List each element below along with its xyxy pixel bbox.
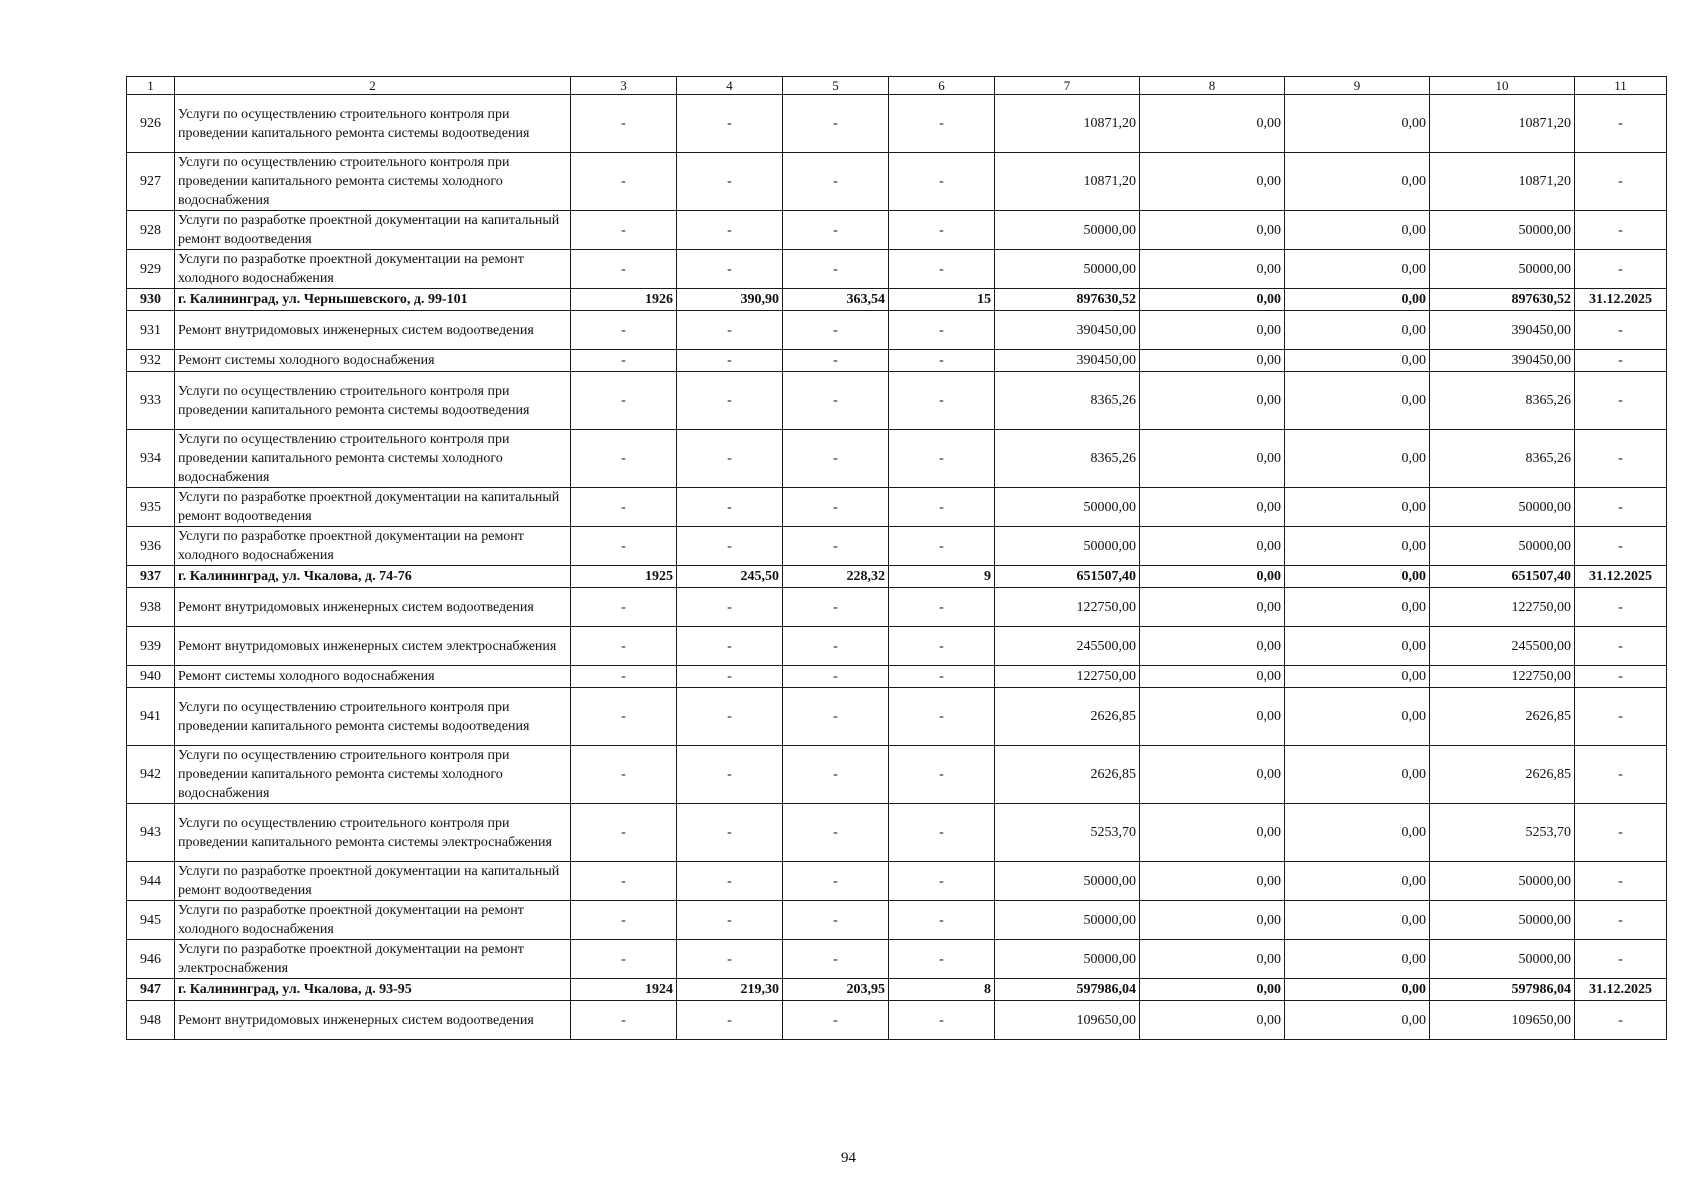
- regional-funds-cell: 0,00: [1285, 901, 1430, 940]
- work-row: [127, 588, 1667, 627]
- total-cost-cell: 390450,00: [995, 350, 1140, 372]
- total-cost-cell: 50000,00: [995, 527, 1140, 566]
- federal-funds-cell: 0,00: [1140, 289, 1285, 311]
- total-cost-cell: 2626,85: [995, 746, 1140, 804]
- year-cell: -: [571, 688, 677, 746]
- deadline-cell: -: [1575, 372, 1667, 430]
- work-row: [127, 250, 1667, 289]
- work-row: [127, 862, 1667, 901]
- year-cell: -: [571, 666, 677, 688]
- deadline-cell: -: [1575, 153, 1667, 211]
- year-cell: -: [571, 746, 677, 804]
- total-area-cell: -: [677, 627, 783, 666]
- deadline-cell: -: [1575, 688, 1667, 746]
- deadline-cell: -: [1575, 430, 1667, 488]
- regional-funds-cell: 0,00: [1285, 311, 1430, 350]
- work-row: [127, 430, 1667, 488]
- deadline-cell: -: [1575, 250, 1667, 289]
- row-number-cell: 927: [127, 153, 175, 211]
- regional-funds-cell: 0,00: [1285, 804, 1430, 862]
- regional-funds-cell: 0,00: [1285, 627, 1430, 666]
- total-cost-cell: 10871,20: [995, 95, 1140, 153]
- federal-funds-cell: 0,00: [1140, 1001, 1285, 1040]
- total-area-cell: 245,50: [677, 566, 783, 588]
- work-row: [127, 746, 1667, 804]
- deadline-cell: -: [1575, 940, 1667, 979]
- owners-funds-cell: 50000,00: [1430, 901, 1575, 940]
- total-area-cell: -: [677, 153, 783, 211]
- residents-cell: -: [889, 430, 995, 488]
- work-name-cell: Услуги по разработке проектной документации на ремонт холодного водоснабжения: [175, 901, 571, 940]
- residents-cell: -: [889, 1001, 995, 1040]
- work-row: [127, 940, 1667, 979]
- residents-cell: -: [889, 488, 995, 527]
- total-area-cell: -: [677, 1001, 783, 1040]
- residents-cell: -: [889, 746, 995, 804]
- residents-cell: 15: [889, 289, 995, 311]
- residents-cell: -: [889, 940, 995, 979]
- federal-funds-cell: 0,00: [1140, 746, 1285, 804]
- regional-funds-cell: 0,00: [1285, 979, 1430, 1001]
- total-area-cell: -: [677, 688, 783, 746]
- header-cell: 1: [127, 77, 175, 95]
- year-cell: -: [571, 250, 677, 289]
- year-cell: 1924: [571, 979, 677, 1001]
- owners-funds-cell: 10871,20: [1430, 95, 1575, 153]
- header-cell: 2: [175, 77, 571, 95]
- year-cell: -: [571, 862, 677, 901]
- work-row: [127, 688, 1667, 746]
- work-name-cell: Ремонт системы холодного водоснабжения: [175, 666, 571, 688]
- year-cell: 1926: [571, 289, 677, 311]
- work-name-cell: Услуги по осуществлению строительного контроля при проведении капитального ремонта системы водоотведения: [175, 95, 571, 153]
- year-cell: -: [571, 95, 677, 153]
- row-number-cell: 946: [127, 940, 175, 979]
- header-cell: 6: [889, 77, 995, 95]
- residents-cell: -: [889, 688, 995, 746]
- residents-cell: -: [889, 627, 995, 666]
- living-area-cell: -: [783, 862, 889, 901]
- living-area-cell: -: [783, 311, 889, 350]
- works-table: [126, 76, 1667, 1040]
- total-cost-cell: 10871,20: [995, 153, 1140, 211]
- total-area-cell: -: [677, 940, 783, 979]
- total-area-cell: -: [677, 901, 783, 940]
- residents-cell: -: [889, 350, 995, 372]
- work-row: [127, 804, 1667, 862]
- residents-cell: -: [889, 862, 995, 901]
- total-cost-cell: 245500,00: [995, 627, 1140, 666]
- work-name-cell: Услуги по разработке проектной документации на капитальный ремонт водоотведения: [175, 211, 571, 250]
- total-cost-cell: 109650,00: [995, 1001, 1140, 1040]
- deadline-cell: -: [1575, 350, 1667, 372]
- year-cell: -: [571, 153, 677, 211]
- total-area-cell: -: [677, 250, 783, 289]
- total-area-cell: -: [677, 430, 783, 488]
- total-area-cell: -: [677, 311, 783, 350]
- regional-funds-cell: 0,00: [1285, 688, 1430, 746]
- row-number-cell: 937: [127, 566, 175, 588]
- table-body: [127, 95, 1667, 1040]
- residents-cell: -: [889, 666, 995, 688]
- living-area-cell: -: [783, 211, 889, 250]
- living-area-cell: -: [783, 430, 889, 488]
- living-area-cell: -: [783, 527, 889, 566]
- residents-cell: -: [889, 211, 995, 250]
- owners-funds-cell: 8365,26: [1430, 430, 1575, 488]
- living-area-cell: -: [783, 666, 889, 688]
- federal-funds-cell: 0,00: [1140, 666, 1285, 688]
- federal-funds-cell: 0,00: [1140, 350, 1285, 372]
- living-area-cell: -: [783, 588, 889, 627]
- owners-funds-cell: 390450,00: [1430, 350, 1575, 372]
- work-row: [127, 95, 1667, 153]
- living-area-cell: -: [783, 627, 889, 666]
- row-number-cell: 934: [127, 430, 175, 488]
- year-cell: -: [571, 940, 677, 979]
- owners-funds-cell: 5253,70: [1430, 804, 1575, 862]
- row-number-cell: 943: [127, 804, 175, 862]
- total-cost-cell: 50000,00: [995, 250, 1140, 289]
- work-name-cell: Ремонт внутридомовых инженерных систем электроснабжения: [175, 627, 571, 666]
- federal-funds-cell: 0,00: [1140, 488, 1285, 527]
- row-number-cell: 926: [127, 95, 175, 153]
- residents-cell: -: [889, 527, 995, 566]
- work-name-cell: Услуги по разработке проектной документации на ремонт холодного водоснабжения: [175, 250, 571, 289]
- federal-funds-cell: 0,00: [1140, 311, 1285, 350]
- year-cell: -: [571, 311, 677, 350]
- residents-cell: -: [889, 153, 995, 211]
- deadline-cell: -: [1575, 666, 1667, 688]
- owners-funds-cell: 897630,52: [1430, 289, 1575, 311]
- deadline-cell: 31.12.2025: [1575, 979, 1667, 1001]
- address-row: [127, 289, 1667, 311]
- row-number-cell: 933: [127, 372, 175, 430]
- regional-funds-cell: 0,00: [1285, 666, 1430, 688]
- work-row: [127, 527, 1667, 566]
- residents-cell: -: [889, 901, 995, 940]
- work-name-cell: Услуги по разработке проектной документации на ремонт холодного водоснабжения: [175, 527, 571, 566]
- living-area-cell: -: [783, 804, 889, 862]
- row-number-cell: 945: [127, 901, 175, 940]
- row-number-cell: 928: [127, 211, 175, 250]
- federal-funds-cell: 0,00: [1140, 527, 1285, 566]
- total-area-cell: -: [677, 666, 783, 688]
- total-area-cell: 390,90: [677, 289, 783, 311]
- total-area-cell: -: [677, 804, 783, 862]
- living-area-cell: 203,95: [783, 979, 889, 1001]
- header-cell: 7: [995, 77, 1140, 95]
- total-cost-cell: 651507,40: [995, 566, 1140, 588]
- work-name-cell: Услуги по осуществлению строительного контроля при проведении капитального ремонта системы водоотведения: [175, 688, 571, 746]
- row-number-cell: 947: [127, 979, 175, 1001]
- living-area-cell: -: [783, 940, 889, 979]
- work-row: [127, 211, 1667, 250]
- regional-funds-cell: 0,00: [1285, 527, 1430, 566]
- row-number-cell: 929: [127, 250, 175, 289]
- header-cell: 5: [783, 77, 889, 95]
- residents-cell: 9: [889, 566, 995, 588]
- total-cost-cell: 390450,00: [995, 311, 1140, 350]
- work-row: [127, 311, 1667, 350]
- deadline-cell: 31.12.2025: [1575, 566, 1667, 588]
- year-cell: -: [571, 1001, 677, 1040]
- total-cost-cell: 50000,00: [995, 211, 1140, 250]
- federal-funds-cell: 0,00: [1140, 372, 1285, 430]
- owners-funds-cell: 109650,00: [1430, 1001, 1575, 1040]
- living-area-cell: -: [783, 688, 889, 746]
- total-area-cell: -: [677, 95, 783, 153]
- deadline-cell: -: [1575, 804, 1667, 862]
- regional-funds-cell: 0,00: [1285, 95, 1430, 153]
- work-row: [127, 488, 1667, 527]
- living-area-cell: -: [783, 250, 889, 289]
- work-name-cell: Услуги по осуществлению строительного контроля при проведении капитального ремонта системы холодного водоснабжения: [175, 746, 571, 804]
- work-name-cell: Услуги по осуществлению строительного контроля при проведении капитального ремонта системы электроснабжения: [175, 804, 571, 862]
- year-cell: -: [571, 527, 677, 566]
- owners-funds-cell: 122750,00: [1430, 588, 1575, 627]
- owners-funds-cell: 50000,00: [1430, 862, 1575, 901]
- work-row: [127, 1001, 1667, 1040]
- year-cell: -: [571, 901, 677, 940]
- deadline-cell: -: [1575, 211, 1667, 250]
- work-name-cell: Ремонт внутридомовых инженерных систем водоотведения: [175, 588, 571, 627]
- owners-funds-cell: 390450,00: [1430, 311, 1575, 350]
- table-header: [127, 77, 1667, 95]
- work-row: [127, 350, 1667, 372]
- deadline-cell: 31.12.2025: [1575, 289, 1667, 311]
- row-number-cell: 936: [127, 527, 175, 566]
- federal-funds-cell: 0,00: [1140, 588, 1285, 627]
- work-row: [127, 901, 1667, 940]
- header-cell: 8: [1140, 77, 1285, 95]
- regional-funds-cell: 0,00: [1285, 862, 1430, 901]
- living-area-cell: -: [783, 746, 889, 804]
- row-number-cell: 931: [127, 311, 175, 350]
- owners-funds-cell: 50000,00: [1430, 527, 1575, 566]
- total-cost-cell: 50000,00: [995, 901, 1140, 940]
- total-area-cell: -: [677, 862, 783, 901]
- federal-funds-cell: 0,00: [1140, 688, 1285, 746]
- year-cell: -: [571, 488, 677, 527]
- work-name-cell: г. Калининград, ул. Чкалова, д. 74-76: [175, 566, 571, 588]
- regional-funds-cell: 0,00: [1285, 372, 1430, 430]
- work-name-cell: Ремонт внутридомовых инженерных систем водоотведения: [175, 1001, 571, 1040]
- federal-funds-cell: 0,00: [1140, 95, 1285, 153]
- work-name-cell: Услуги по разработке проектной документации на капитальный ремонт водоотведения: [175, 862, 571, 901]
- deadline-cell: -: [1575, 488, 1667, 527]
- total-cost-cell: 50000,00: [995, 862, 1140, 901]
- deadline-cell: -: [1575, 1001, 1667, 1040]
- total-cost-cell: 8365,26: [995, 372, 1140, 430]
- total-area-cell: -: [677, 372, 783, 430]
- total-cost-cell: 5253,70: [995, 804, 1140, 862]
- regional-funds-cell: 0,00: [1285, 566, 1430, 588]
- owners-funds-cell: 50000,00: [1430, 250, 1575, 289]
- header-cell: 3: [571, 77, 677, 95]
- owners-funds-cell: 2626,85: [1430, 746, 1575, 804]
- work-row: [127, 372, 1667, 430]
- deadline-cell: -: [1575, 746, 1667, 804]
- total-cost-cell: 597986,04: [995, 979, 1140, 1001]
- header-cell: 11: [1575, 77, 1667, 95]
- living-area-cell: -: [783, 95, 889, 153]
- living-area-cell: -: [783, 1001, 889, 1040]
- residents-cell: -: [889, 250, 995, 289]
- work-name-cell: Услуги по разработке проектной документации на ремонт электроснабжения: [175, 940, 571, 979]
- federal-funds-cell: 0,00: [1140, 940, 1285, 979]
- total-cost-cell: 2626,85: [995, 688, 1140, 746]
- deadline-cell: -: [1575, 862, 1667, 901]
- federal-funds-cell: 0,00: [1140, 901, 1285, 940]
- total-area-cell: -: [677, 527, 783, 566]
- total-cost-cell: 50000,00: [995, 488, 1140, 527]
- living-area-cell: -: [783, 901, 889, 940]
- regional-funds-cell: 0,00: [1285, 430, 1430, 488]
- residents-cell: 8: [889, 979, 995, 1001]
- regional-funds-cell: 0,00: [1285, 350, 1430, 372]
- row-number-cell: 930: [127, 289, 175, 311]
- work-name-cell: Ремонт внутридомовых инженерных систем водоотведения: [175, 311, 571, 350]
- federal-funds-cell: 0,00: [1140, 979, 1285, 1001]
- work-name-cell: Услуги по осуществлению строительного контроля при проведении капитального ремонта системы холодного водоснабжения: [175, 430, 571, 488]
- federal-funds-cell: 0,00: [1140, 430, 1285, 488]
- owners-funds-cell: 50000,00: [1430, 940, 1575, 979]
- living-area-cell: -: [783, 372, 889, 430]
- owners-funds-cell: 50000,00: [1430, 488, 1575, 527]
- federal-funds-cell: 0,00: [1140, 153, 1285, 211]
- living-area-cell: -: [783, 153, 889, 211]
- regional-funds-cell: 0,00: [1285, 153, 1430, 211]
- owners-funds-cell: 122750,00: [1430, 666, 1575, 688]
- living-area-cell: -: [783, 488, 889, 527]
- owners-funds-cell: 651507,40: [1430, 566, 1575, 588]
- deadline-cell: -: [1575, 627, 1667, 666]
- year-cell: -: [571, 627, 677, 666]
- year-cell: 1925: [571, 566, 677, 588]
- total-area-cell: -: [677, 588, 783, 627]
- row-number-cell: 935: [127, 488, 175, 527]
- row-number-cell: 941: [127, 688, 175, 746]
- work-row: [127, 666, 1667, 688]
- deadline-cell: -: [1575, 527, 1667, 566]
- year-cell: -: [571, 588, 677, 627]
- year-cell: -: [571, 372, 677, 430]
- row-number-cell: 939: [127, 627, 175, 666]
- work-name-cell: г. Калининград, ул. Чернышевского, д. 99-101: [175, 289, 571, 311]
- year-cell: -: [571, 804, 677, 862]
- regional-funds-cell: 0,00: [1285, 746, 1430, 804]
- residents-cell: -: [889, 588, 995, 627]
- year-cell: -: [571, 211, 677, 250]
- residents-cell: -: [889, 804, 995, 862]
- living-area-cell: 228,32: [783, 566, 889, 588]
- federal-funds-cell: 0,00: [1140, 862, 1285, 901]
- federal-funds-cell: 0,00: [1140, 566, 1285, 588]
- work-name-cell: Услуги по осуществлению строительного контроля при проведении капитального ремонта системы холодного водоснабжения: [175, 153, 571, 211]
- work-row: [127, 153, 1667, 211]
- living-area-cell: 363,54: [783, 289, 889, 311]
- total-cost-cell: 8365,26: [995, 430, 1140, 488]
- regional-funds-cell: 0,00: [1285, 289, 1430, 311]
- row-number-cell: 942: [127, 746, 175, 804]
- year-cell: -: [571, 350, 677, 372]
- regional-funds-cell: 0,00: [1285, 488, 1430, 527]
- total-area-cell: 219,30: [677, 979, 783, 1001]
- owners-funds-cell: 245500,00: [1430, 627, 1575, 666]
- deadline-cell: -: [1575, 901, 1667, 940]
- address-row: [127, 566, 1667, 588]
- federal-funds-cell: 0,00: [1140, 804, 1285, 862]
- federal-funds-cell: 0,00: [1140, 211, 1285, 250]
- year-cell: -: [571, 430, 677, 488]
- work-name-cell: г. Калининград, ул. Чкалова, д. 93-95: [175, 979, 571, 1001]
- owners-funds-cell: 2626,85: [1430, 688, 1575, 746]
- regional-funds-cell: 0,00: [1285, 1001, 1430, 1040]
- header-cell: 9: [1285, 77, 1430, 95]
- work-name-cell: Услуги по разработке проектной документации на капитальный ремонт водоотведения: [175, 488, 571, 527]
- federal-funds-cell: 0,00: [1140, 627, 1285, 666]
- residents-cell: -: [889, 372, 995, 430]
- total-cost-cell: 122750,00: [995, 588, 1140, 627]
- row-number-cell: 940: [127, 666, 175, 688]
- row-number-cell: 932: [127, 350, 175, 372]
- work-name-cell: Услуги по осуществлению строительного контроля при проведении капитального ремонта системы водоотведения: [175, 372, 571, 430]
- header-cell: 10: [1430, 77, 1575, 95]
- regional-funds-cell: 0,00: [1285, 211, 1430, 250]
- deadline-cell: -: [1575, 95, 1667, 153]
- header-row: [127, 77, 1667, 95]
- row-number-cell: 944: [127, 862, 175, 901]
- owners-funds-cell: 10871,20: [1430, 153, 1575, 211]
- regional-funds-cell: 0,00: [1285, 940, 1430, 979]
- total-cost-cell: 897630,52: [995, 289, 1140, 311]
- regional-funds-cell: 0,00: [1285, 588, 1430, 627]
- total-area-cell: -: [677, 350, 783, 372]
- header-cell: 4: [677, 77, 783, 95]
- total-area-cell: -: [677, 746, 783, 804]
- total-cost-cell: 50000,00: [995, 940, 1140, 979]
- work-name-cell: Ремонт системы холодного водоснабжения: [175, 350, 571, 372]
- address-row: [127, 979, 1667, 1001]
- residents-cell: -: [889, 95, 995, 153]
- regional-funds-cell: 0,00: [1285, 250, 1430, 289]
- row-number-cell: 948: [127, 1001, 175, 1040]
- living-area-cell: -: [783, 350, 889, 372]
- total-cost-cell: 122750,00: [995, 666, 1140, 688]
- total-area-cell: -: [677, 488, 783, 527]
- page-number: 94: [841, 1150, 856, 1166]
- federal-funds-cell: 0,00: [1140, 250, 1285, 289]
- owners-funds-cell: 8365,26: [1430, 372, 1575, 430]
- owners-funds-cell: 597986,04: [1430, 979, 1575, 1001]
- total-area-cell: -: [677, 211, 783, 250]
- deadline-cell: -: [1575, 311, 1667, 350]
- residents-cell: -: [889, 311, 995, 350]
- row-number-cell: 938: [127, 588, 175, 627]
- owners-funds-cell: 50000,00: [1430, 211, 1575, 250]
- work-row: [127, 627, 1667, 666]
- deadline-cell: -: [1575, 588, 1667, 627]
